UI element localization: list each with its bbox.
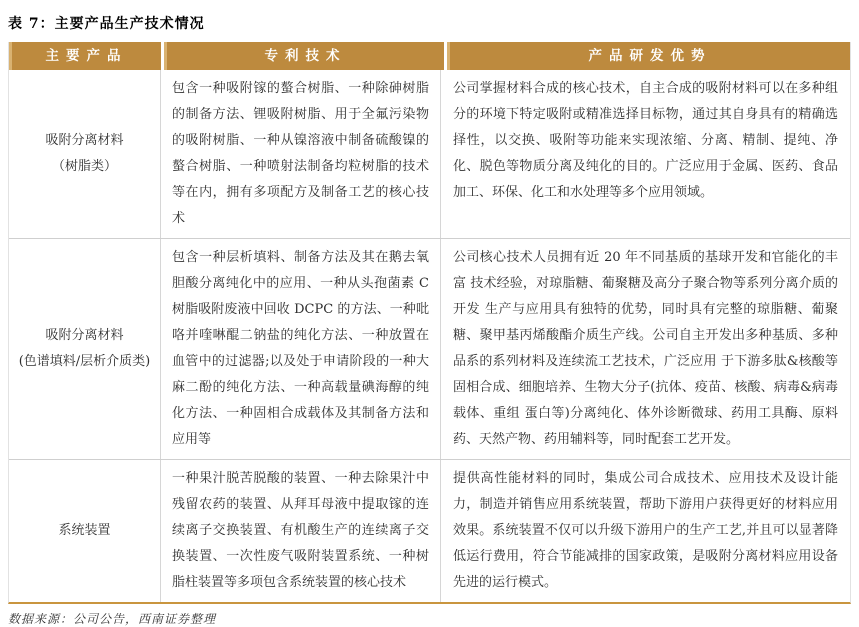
product-subname: （树脂类） <box>51 159 117 174</box>
product-cell <box>9 460 161 602</box>
header-main-products: 主要产品 <box>9 42 161 70</box>
header-patent-tech: 专利技术 <box>164 42 444 70</box>
products-table <box>8 42 851 604</box>
product-name: 吸附分离材料 <box>45 328 124 343</box>
table-row <box>9 460 850 602</box>
product-name: 吸附分离材料 <box>45 133 124 148</box>
product-name: 系统装置 <box>58 523 111 538</box>
advantage-cell: 提供高性能材料的同时，集成公司合成技术、应用技术及设计能力，制造并销售应用系统装置，帮助下游用户获得更好的材料应用效果。系统装置不仅可以升级下游用户的生产工艺,并且可以显著降低运行费用，符合节能减排的国家政策，是吸附分离材料应用设备先进的运行模式。 <box>453 471 838 590</box>
product-cell <box>9 70 161 238</box>
patent-cell: 包含一种层析填料、制备方法及其在鹅去氧胆酸分离纯化中的应用、一种从头孢菌素 C 树脂吸附废液中回收 DCPC 的方法、一种吡咯并喹啉醌二钠盐的纯化方法、一种放置在血管中的过滤器;以及处于申请阶段的一种大麻二酚的纯化方法、一种高载量碘海醇的纯化方法、一种固相合成载体及其制备方法和应用等 <box>161 239 441 459</box>
table-row <box>9 70 850 239</box>
data-source-note: 数据来源：公司公告，西南证券整理 <box>8 612 217 626</box>
product-subname: (色谱填料/层析介质类) <box>18 354 151 369</box>
advantage-cell: 公司核心技术人员拥有近 20 年不同基质的基球开发和官能化的丰富 技术经验，对琼脂糖、葡聚糖及高分子聚合物等系列分离介质的开发 生产与应用具有独特的优势，同时具有完整的琼脂糖、葡聚糖、聚甲基丙烯酸酯介质生产线。公司自主开发出多种基质、多种品系的系列材料及连续流工艺技术，广泛应用 于下游多肽&核酸等固相合成、细胞培养、生物大分子(抗体、疫苗、核酸、病毒&病毒载体、重组 蛋白等)分离纯化、体外诊断微球、药用工具酶、原料药、天然产物、药用辅料等，同时配套工艺开发。 <box>453 250 838 447</box>
patent-cell: 包含一种吸附镓的螯合树脂、一种除砷树脂的制备方法、锂吸附树脂、用于全氟污染物的吸附树脂、一种从镍溶液中制备硫酸镍的螯合树脂、一种喷射法制备均粒树脂的技术等在内，拥有多项配方及制备工艺的核心技术 <box>161 70 441 238</box>
table-row <box>9 239 850 460</box>
page-title: 表 7：主要产品生产技术情况 <box>8 16 205 32</box>
advantage-cell: 公司掌握材料合成的核心技术，自主合成的吸附材料可以在多种组分的环境下特定吸附或精准选择目标物，通过其自身具有的精确选择性，以交换、吸附等功能来实现浓缩、分离、精制、提纯、净化、脱色等物质分离及纯化的目的。广泛应用于金属、医药、食品加工、环保、化工和水处理等多个应用领域。 <box>453 81 838 200</box>
product-cell <box>9 239 161 459</box>
header-rd-advantage: 产品研发优势 <box>447 42 850 70</box>
table-header-row <box>9 42 850 70</box>
patent-cell: 一种果汁脱苦脱酸的装置、一种去除果汁中残留农药的装置、从拜耳母液中提取镓的连续离子交换装置、有机酸生产的连续离子交换装置、一次性废气吸附装置系统、一种树脂柱装置等多项包含系统装置的核心技术 <box>161 460 441 602</box>
